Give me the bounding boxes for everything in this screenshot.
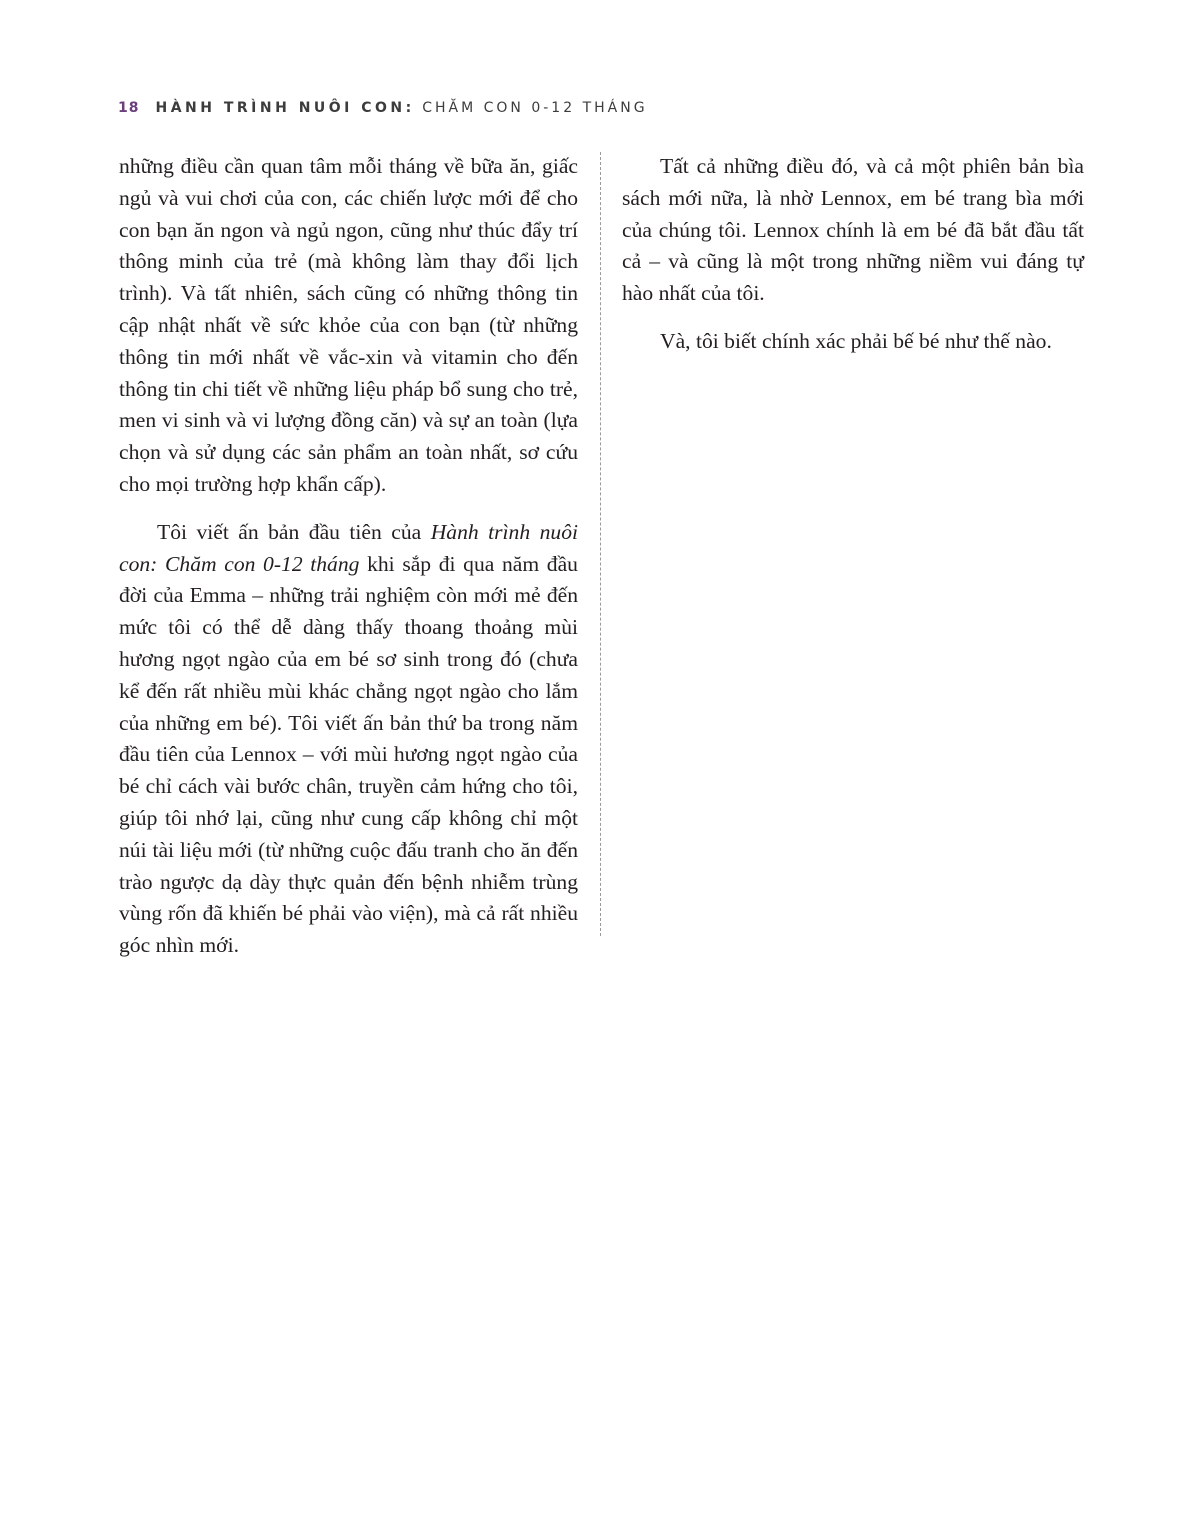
paragraph: Tất cả những điều đó, và cả một phiên bản bìa sách mới nữa, là nhờ Lennox, em bé trang bìa mới của chúng tôi. Lennox chính là em bé đã bắt đầu tất cả – và cũng là một trong những niềm vui đáng tự hào nhất của tôi. — [622, 154, 1084, 306]
book-title-italic: Hành trình nuôi con: Chăm con 0-12 tháng — [119, 519, 578, 576]
running-header — [118, 100, 648, 116]
paragraph: những điều cần quan tâm mỗi tháng về bữa ăn, giấc ngủ và vui chơi của con, các chiến lược mới để cho con bạn ăn ngon và ngủ ngon, cũng như thúc đẩy trí thông minh của trẻ (mà không làm thay đổi lịch trình). Và tất nhiên, sách cũng có những thông tin cập nhật nhất về sức khỏe của con bạn (từ những thông tin mới nhất về vắc-xin và vitamin cho đến thông tin chi tiết về những liệu pháp bổ sung cho trẻ, men vi sinh và vi lượng đồng căn) và sự an toàn (lựa chọn và sử dụng các sản phẩm an toàn nhất, sơ cứu cho mọi trường hợp khẩn cấp). — [119, 154, 578, 496]
column-divider — [600, 152, 601, 936]
paragraph-text: khi sắp đi qua năm đầu đời của Emma – những trải nghiệm còn mới mẻ đến mức tôi có thể dễ dàng thấy thoang thoảng mùi hương ngọt ngào của em bé sơ sinh trong đó (chưa kể đến rất nhiều mùi khác chẳng ngọt ngào cho lắm của những em bé). Tôi viết ấn bản thứ ba trong năm đầu tiên của Lennox – với mùi hương ngọt ngào của bé chỉ cách vài bước chân, truyền cảm hứng cho tôi, giúp tôi nhớ lại, cũng như cung cấp không chỉ một núi tài liệu mới (từ những cuộc đấu tranh cho ăn đến trào ngược dạ dày thực quản đến bệnh nhiễm trùng vùng rốn đã khiến bé phải vào viện), mà cả rất nhiều góc nhìn mới. — [119, 551, 578, 958]
paragraph — [119, 517, 578, 962]
page-number: 18 — [118, 100, 140, 116]
left-column — [119, 151, 578, 978]
right-column — [622, 151, 1084, 374]
paragraph-text: Tôi viết ấn bản đầu tiên của — [157, 519, 431, 544]
paragraph: Và, tôi biết chính xác phải bế bé như thế nào. — [660, 328, 1052, 353]
chapter-title: CHĂM CON 0-12 THÁNG — [422, 100, 648, 116]
book-title: HÀNH TRÌNH NUÔI CON: — [155, 100, 415, 116]
